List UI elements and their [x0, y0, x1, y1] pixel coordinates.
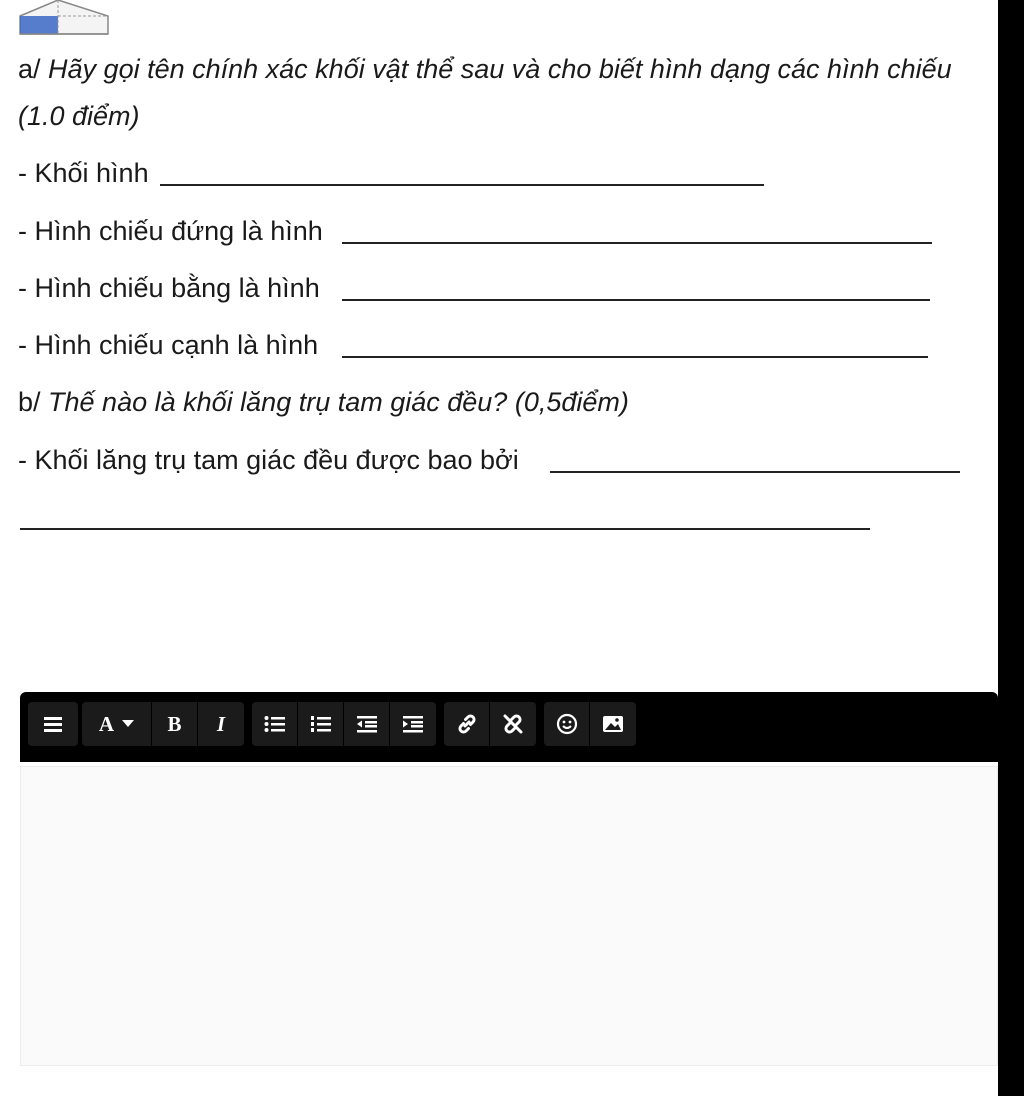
answer-blank-lang-tru-line-2[interactable] [20, 528, 870, 530]
bullet-list-button[interactable] [252, 702, 298, 746]
item-hinh-chieu-canh: - Hình chiếu cạnh là hình [18, 330, 319, 360]
part-a-title [18, 54, 952, 85]
part-b-title [18, 387, 629, 418]
font-color-label: A [98, 711, 115, 736]
editor-toolbar [20, 692, 998, 762]
link-button[interactable] [444, 702, 490, 746]
emoji-button[interactable] [544, 702, 590, 746]
editor-text-area[interactable] [20, 766, 998, 1066]
numbered-list-button[interactable] [298, 702, 344, 746]
answer-blank-lang-tru[interactable] [550, 471, 960, 473]
numbered-list-icon [310, 715, 332, 733]
smile-icon [556, 713, 578, 735]
item-lang-tru: - Khối lăng trụ tam giác đều được bao bởi [18, 445, 519, 475]
toolbar-group-format [82, 702, 244, 746]
part-b-title-text: Thế nào là khối lăng trụ tam giác đều? (0,5điểm) [40, 387, 629, 417]
menu-button[interactable] [28, 702, 78, 746]
image-icon [602, 715, 624, 733]
caret-down-icon [122, 720, 134, 728]
outdent-button[interactable] [344, 702, 390, 746]
part-a-prefix: a/ [18, 54, 41, 84]
italic-button[interactable]: I [216, 711, 226, 736]
menu-icon [43, 715, 63, 733]
answer-blank-khoi-hinh[interactable] [160, 184, 764, 186]
answer-blank-hinh-chieu-bang[interactable] [342, 299, 930, 301]
font-color-button[interactable] [82, 702, 152, 746]
outdent-icon [356, 715, 378, 733]
toolbar-group-links [444, 702, 536, 746]
toolbar-group-menu [28, 702, 78, 746]
pyramid-figure-image [18, 0, 110, 40]
toolbar-group-insert [544, 702, 636, 746]
part-a-title-text: Hãy gọi tên chính xác khối vật thể sau và cho biết hình dạng các hình chiếu [40, 54, 952, 84]
item-khoi-hinh: - Khối hình [18, 158, 149, 188]
unlink-icon [502, 713, 524, 735]
unlink-button[interactable] [490, 702, 536, 746]
item-hinh-chieu-bang: - Hình chiếu bằng là hình [18, 273, 320, 303]
toolbar-group-lists [252, 702, 436, 746]
bold-button[interactable]: B [152, 702, 198, 746]
indent-icon [402, 715, 424, 733]
answer-blank-hinh-chieu-dung[interactable] [342, 242, 932, 244]
part-a-points: (1.0 điểm) [18, 101, 140, 131]
link-icon [456, 713, 478, 735]
answer-blank-hinh-chieu-canh[interactable] [342, 356, 928, 358]
bullet-list-icon [264, 715, 286, 733]
right-edge-bar [998, 0, 1024, 1096]
image-button[interactable] [590, 702, 636, 746]
indent-button[interactable] [390, 702, 436, 746]
item-hinh-chieu-dung: - Hình chiếu đứng là hình [18, 216, 323, 246]
part-b-prefix: b/ [18, 387, 41, 417]
